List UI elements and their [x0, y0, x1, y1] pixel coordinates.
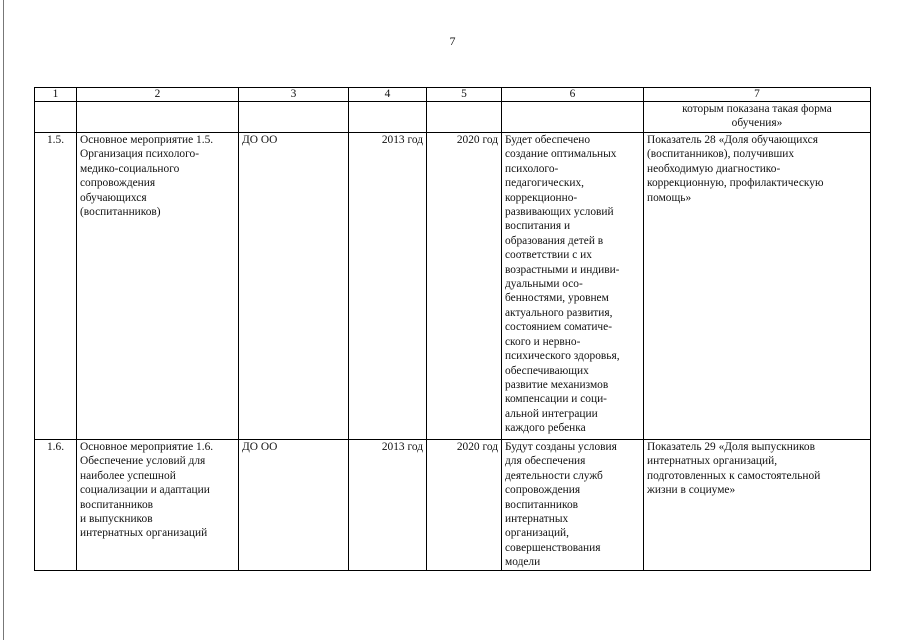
page-edge-line [3, 0, 4, 640]
executor-cell: ДО ОО [239, 440, 349, 571]
text-line: педагогических, [505, 177, 585, 190]
text-line: развитие механизмов [505, 378, 609, 391]
text-line: медико-социального [80, 162, 180, 175]
column-header: 2 [77, 88, 239, 102]
text-line: воспитанников [505, 498, 579, 511]
text-line: коррекционно- [505, 191, 578, 204]
page-number: 7 [449, 34, 456, 48]
text-line: и выпускников [80, 513, 153, 526]
event-cell [77, 440, 239, 571]
text-line: коррекционную, профилактическую [647, 177, 824, 190]
column-header: 4 [349, 88, 427, 102]
text-line: альной интеграции [505, 407, 598, 420]
table-row [35, 440, 871, 571]
column-header: 1 [35, 88, 77, 102]
text-line: Обеспечение условий для [80, 455, 206, 468]
text-line: Основное мероприятие 1.5. [80, 134, 214, 146]
text-line: наиболее успешной [80, 469, 176, 482]
start-year-cell: 2013 год [349, 133, 427, 440]
text-line: компенсации и соци- [505, 393, 607, 406]
text-line: обучающихся [80, 191, 147, 204]
indicator-cell [644, 133, 871, 440]
continuation-row [35, 102, 871, 133]
text-line: (воспитанников) [80, 206, 161, 219]
result-cell [502, 440, 644, 571]
text-line: образования детей в [505, 234, 604, 247]
end-year-cell: 2020 год [427, 133, 502, 440]
text-line: интернатных организаций, [647, 455, 778, 468]
text-line: социализации и адаптации [80, 484, 210, 497]
table-row [35, 133, 871, 440]
text-line: Основное мероприятие 1.6. [80, 441, 214, 453]
text-line: дуальными осо- [505, 278, 583, 291]
text-line: которым показана такая форма [682, 103, 832, 115]
table-header-row [35, 88, 871, 102]
text-line: ского и нервно- [505, 335, 581, 348]
text-line: Показатель 29 «Доля выпускников [647, 441, 816, 453]
indicator-cell [644, 440, 871, 571]
text-line: создание оптимальных [505, 148, 617, 161]
start-year-cell: 2013 год [349, 440, 427, 571]
event-cell [77, 133, 239, 440]
text-line: организаций, [505, 527, 569, 540]
executor-cell: ДО ОО [239, 133, 349, 440]
text-line: деятельности служб [505, 469, 603, 482]
text-line: бенностями, уровнем [505, 292, 609, 305]
row-number: 1.5. [35, 133, 77, 440]
text-line: сопровождения [505, 484, 581, 497]
text-line: состоянием соматиче- [505, 321, 613, 334]
text-line: совершенствования [505, 541, 601, 554]
text-line: психолого- [505, 162, 559, 175]
column-header: 6 [502, 88, 644, 102]
text-line: модели [505, 556, 541, 569]
text-line: интернатных [505, 513, 569, 526]
text-line: соответствии с их [505, 249, 592, 262]
result-cell [502, 133, 644, 440]
column-header: 7 [644, 88, 871, 102]
text-line: сопровождения [80, 177, 156, 190]
text-line: интернатных организаций [80, 527, 208, 540]
text-line: (воспитанников), получивших [647, 148, 795, 161]
text-line: Показатель 28 «Доля обучающихся [647, 134, 818, 146]
continuation-text [644, 102, 871, 133]
text-line: для обеспечения [505, 455, 586, 468]
text-line: помощь» [647, 191, 692, 204]
text-line: обучения» [731, 117, 783, 130]
text-line: необходимую диагностико- [647, 162, 781, 175]
program-table [34, 87, 871, 571]
text-line: актуального развития, [505, 306, 613, 319]
text-line: развивающих условий [505, 206, 614, 219]
text-line: Будут созданы условия [505, 441, 617, 453]
text-line: подготовленных к самостоятельной [647, 469, 821, 482]
text-line: обеспечивающих [505, 364, 589, 377]
text-line: каждого ребенка [505, 422, 586, 435]
text-line: психического здоровья, [505, 350, 620, 363]
text-line: Организация психолого- [80, 148, 199, 161]
column-header: 3 [239, 88, 349, 102]
text-line: жизни в социуме» [647, 484, 736, 497]
end-year-cell: 2020 год [427, 440, 502, 571]
text-line: воспитанников [80, 498, 154, 511]
text-line: Будет обеспечено [505, 134, 591, 146]
row-number: 1.6. [35, 440, 77, 571]
column-header: 5 [427, 88, 502, 102]
text-line: возрастными и индиви- [505, 263, 620, 276]
text-line: воспитания и [505, 220, 571, 233]
